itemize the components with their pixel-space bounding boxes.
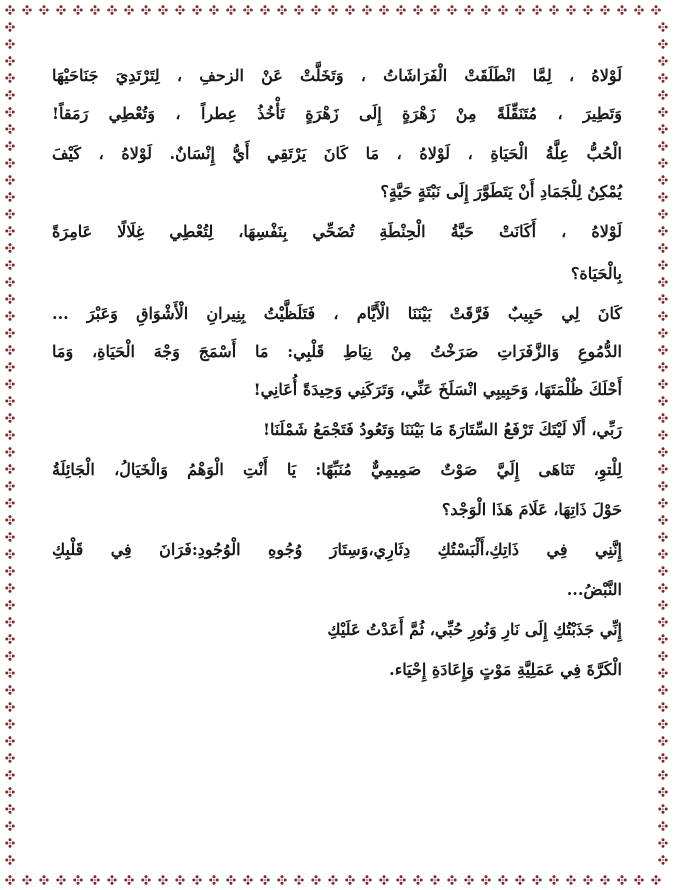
text-line-7: كَانَ لِي حَبِيبٌ فَرَّقَتْ بَيْنَنَا الْأَيَّام ، فَتَلَظَّيْتُ بِنِيرانِ الْأَشْوَاقِ وَعَبْرَ ...	[52, 304, 622, 323]
border-ornament	[658, 22, 667, 31]
border-ornament	[5, 651, 14, 660]
border-ornament	[328, 5, 337, 14]
border-ornament	[658, 600, 667, 609]
border-ornament	[5, 532, 14, 541]
border-ornament	[658, 107, 667, 116]
border-ornament	[464, 5, 473, 14]
border-ornament	[658, 753, 667, 762]
border-ornament	[549, 5, 558, 14]
border-ornament	[22, 875, 31, 884]
border-ornament	[5, 685, 14, 694]
border-ornament	[56, 875, 65, 884]
border-ornament	[5, 73, 14, 82]
border-ornament	[5, 243, 14, 252]
border-ornament	[532, 5, 541, 14]
border-ornament	[5, 413, 14, 422]
border-ornament	[5, 583, 14, 592]
border-ornament	[5, 617, 14, 626]
border-ornament	[5, 311, 14, 320]
border-ornament	[362, 875, 371, 884]
border-ornament	[481, 875, 490, 884]
border-ornament	[5, 566, 14, 575]
border-ornament	[5, 294, 14, 303]
border-ornament	[658, 617, 667, 626]
text-line-2: وَتَطِيرَ ، مُتَنَقِّلَةً مِنْ زَهْرَةٍ إِلَى زَهْرَةٍ تَأْخُذُ عِطراً ، وَتُعْطِي رَمَقاً!	[52, 104, 623, 123]
border-ornament	[192, 875, 201, 884]
border-ornament	[658, 651, 667, 660]
border-ornament	[658, 345, 667, 354]
border-ornament	[56, 5, 65, 14]
border-ornament	[413, 875, 422, 884]
border-ornament	[5, 736, 14, 745]
border-ornament	[5, 821, 14, 830]
border-ornament	[658, 175, 667, 184]
border-ornament	[396, 5, 405, 14]
border-ornament	[447, 875, 456, 884]
border-ornament	[124, 5, 133, 14]
border-ornament	[5, 158, 14, 167]
border-ornament	[345, 5, 354, 14]
border-ornament	[464, 875, 473, 884]
border-ornament	[515, 875, 524, 884]
border-ornament	[658, 821, 667, 830]
border-ornament	[515, 5, 524, 14]
border-ornament	[658, 192, 667, 201]
border-ornament	[651, 875, 660, 884]
text-line-13: إِنَّنِي فِي ذَاتِكِ،أَلْبَسْتُكِ دِثَارِي،وَسِتَارَ وُجُوهِ الْوُجُودِ:فَرَانَ فِي قَلْبِكِ	[52, 540, 622, 559]
border-ornament	[498, 5, 507, 14]
border-ornament	[658, 583, 667, 592]
border-ornament	[658, 124, 667, 133]
border-ornament	[658, 226, 667, 235]
border-ornament	[5, 124, 14, 133]
border-ornament	[107, 5, 116, 14]
border-ornament	[617, 5, 626, 14]
border-ornament	[5, 56, 14, 65]
border-ornament	[658, 362, 667, 371]
border-ornament	[5, 770, 14, 779]
text-line-8: الدُّمُوعِ وَالزَّفَرَاتِ صَرَخْتُ مِنْ نِيَاطِ قَلْبِي: مَا أَسْمَجَ وَجْهَ الْحَيَاةِ، وَمَا	[52, 342, 622, 361]
border-ornament	[658, 379, 667, 388]
border-ornament	[5, 107, 14, 116]
border-ornament	[141, 875, 150, 884]
border-ornament	[658, 498, 667, 507]
border-ornament	[5, 481, 14, 490]
border-ornament	[658, 260, 667, 269]
border-ornament	[39, 875, 48, 884]
border-ornament	[22, 5, 31, 14]
text-line-5: لَوْلاهُ ، أَكَانَتْ حَبَّةُ الْحِنْطَةِ تُضَحِّي بِنَفْسِهَا، لِتُعْطِي غِلَالًا عَامِرَةً	[52, 222, 622, 241]
border-ornament	[5, 90, 14, 99]
border-ornament	[447, 5, 456, 14]
border-ornament	[651, 5, 660, 14]
border-ornament	[658, 328, 667, 337]
border-ornament	[549, 875, 558, 884]
border-ornament	[5, 362, 14, 371]
border-ornament	[294, 875, 303, 884]
border-ornament	[311, 875, 320, 884]
border-ornament	[141, 5, 150, 14]
border-ornament	[192, 5, 201, 14]
text-line-6: بِالْحَيَاة؟	[570, 264, 622, 283]
border-ornament	[5, 209, 14, 218]
border-ornament	[294, 5, 303, 14]
text-line-11: لِلْتوِ، تَنَاهَى إِلَيَّ صَوْتٌ صَمِيمِيٌّ مُنَبِّهًا: يَا أَنْتِ الْوَهْمُ وَالْخَيَالُ، الْجَائِلَةُ	[52, 460, 622, 479]
text-line-16: الْكَرَّةَ فِي عَمَلِيَّةِ مَوْتٍ وَإِعَادَةِ إِحْيَاء.	[389, 660, 622, 679]
border-ornament	[658, 430, 667, 439]
text-line-4: يُمْكِنُ لِلْجَمَادِ أَنْ يَتَطَوَّرَ إِلَى نَبْتَةٍ حَيَّةٍ؟	[380, 182, 622, 201]
border-ornament	[5, 447, 14, 456]
border-ornament	[658, 787, 667, 796]
border-ornament	[658, 566, 667, 575]
border-ornament	[158, 875, 167, 884]
border-ornament	[90, 875, 99, 884]
border-ornament	[5, 5, 14, 14]
border-ornament	[124, 875, 133, 884]
border-ornament	[430, 875, 439, 884]
border-ornament	[311, 5, 320, 14]
text-line-14: النَّبْضُ...	[566, 580, 622, 599]
border-ornament	[39, 5, 48, 14]
border-ornament	[5, 260, 14, 269]
border-ornament	[260, 875, 269, 884]
border-ornament	[583, 5, 592, 14]
border-ornament	[498, 875, 507, 884]
border-ornament	[5, 39, 14, 48]
border-ornament	[73, 875, 82, 884]
border-ornament	[5, 175, 14, 184]
border-ornament	[634, 875, 643, 884]
border-ornament	[362, 5, 371, 14]
border-ornament	[658, 413, 667, 422]
border-ornament	[175, 875, 184, 884]
border-ornament	[430, 5, 439, 14]
border-ornament	[413, 5, 422, 14]
text-line-15: إِنِّي جَذَبْتُكِ إِلَى نَارِ وَنُورِ حُبِّي، ثُمَّ أَعَدْتُ عَلَيْكِ	[327, 620, 622, 639]
border-ornament	[379, 5, 388, 14]
text-line-10: رَبِّي، أَلَا لَيْتَكَ تَرْفَعُ السِّتَارَةَ مَا بَيْنَنَا وَتَعُودُ فَتَجْمَعُ شَمْلَنَا!	[262, 420, 622, 439]
border-ornament	[658, 702, 667, 711]
border-ornament	[5, 277, 14, 286]
border-ornament	[5, 379, 14, 388]
border-ornament	[5, 787, 14, 796]
border-ornament	[658, 736, 667, 745]
border-ornament	[5, 430, 14, 439]
border-ornament	[5, 22, 14, 31]
border-ornament	[658, 685, 667, 694]
border-ornament	[566, 875, 575, 884]
border-ornament	[5, 600, 14, 609]
border-ornament	[260, 5, 269, 14]
border-ornament	[658, 39, 667, 48]
border-ornament	[532, 875, 541, 884]
border-ornament	[5, 838, 14, 847]
border-ornament	[583, 875, 592, 884]
border-ornament	[5, 396, 14, 405]
border-ornament	[90, 5, 99, 14]
border-ornament	[379, 875, 388, 884]
text-line-3: الْحُبُّ عِلَّةُ الْحَيَاةِ ، لَوْلاهُ ، مَا كَانَ يَرْتَقِي أَيُّ إِنْسَانٌ. لَوْلاهُ ، كَيْفَ	[52, 144, 622, 163]
border-ornament	[5, 464, 14, 473]
border-ornament	[5, 141, 14, 150]
border-ornament	[658, 158, 667, 167]
border-ornament	[481, 5, 490, 14]
border-ornament	[5, 226, 14, 235]
border-ornament	[600, 5, 609, 14]
border-ornament	[658, 294, 667, 303]
border-ornament	[658, 73, 667, 82]
border-ornament	[226, 5, 235, 14]
border-ornament	[243, 5, 252, 14]
text-line-1: لَوْلاهُ ، لِمَّا انْطَلَقَتْ الْفَرَاشَاتُ ، وَتَخَلَّتْ عَنْ الزحفِ ، لِتَرْتَدِيَ جَنَاحَيْهَا	[52, 66, 622, 85]
border-ornament	[243, 875, 252, 884]
border-ornament	[5, 345, 14, 354]
border-ornament	[5, 702, 14, 711]
border-ornament	[658, 804, 667, 813]
border-ornament	[658, 396, 667, 405]
border-ornament	[658, 90, 667, 99]
text-line-9: أَحْلَكَ ظُلْمَتَهَا، وَحَبِيبِي انْسَلَخَ عَنِّي، وَتَرَكَنِي وَحِيدَةً أُعَانِي!	[253, 380, 622, 399]
border-ornament	[600, 875, 609, 884]
border-ornament	[345, 875, 354, 884]
border-ornament	[658, 855, 667, 864]
border-ornament	[209, 5, 218, 14]
border-ornament	[658, 447, 667, 456]
border-ornament	[73, 5, 82, 14]
border-ornament	[658, 668, 667, 677]
border-ornament	[658, 838, 667, 847]
border-ornament	[5, 498, 14, 507]
border-ornament	[658, 770, 667, 779]
border-ornament	[5, 855, 14, 864]
border-ornament	[5, 328, 14, 337]
border-ornament	[658, 209, 667, 218]
border-ornament	[277, 5, 286, 14]
border-ornament	[5, 668, 14, 677]
border-ornament	[658, 311, 667, 320]
border-ornament	[5, 192, 14, 201]
border-ornament	[158, 5, 167, 14]
border-ornament	[328, 875, 337, 884]
border-ornament	[658, 532, 667, 541]
border-ornament	[277, 875, 286, 884]
border-ornament	[175, 5, 184, 14]
border-ornament	[658, 549, 667, 558]
border-ornament	[658, 464, 667, 473]
border-ornament	[634, 5, 643, 14]
border-ornament	[107, 875, 116, 884]
text-line-12: حَوْلَ ذَاتِهَا، عَلَامَ هَذَا الْوَجْد؟	[441, 500, 622, 519]
border-ornament	[5, 549, 14, 558]
border-ornament	[5, 875, 14, 884]
border-ornament	[658, 719, 667, 728]
border-ornament	[617, 875, 626, 884]
border-ornament	[5, 719, 14, 728]
border-ornament	[658, 515, 667, 524]
border-ornament	[5, 634, 14, 643]
border-ornament	[226, 875, 235, 884]
border-ornament	[658, 634, 667, 643]
border-ornament	[658, 56, 667, 65]
border-ornament	[209, 875, 218, 884]
border-ornament	[5, 753, 14, 762]
border-ornament	[658, 141, 667, 150]
border-ornament	[566, 5, 575, 14]
border-ornament	[396, 875, 405, 884]
border-ornament	[658, 243, 667, 252]
border-ornament	[5, 804, 14, 813]
border-ornament	[658, 277, 667, 286]
border-ornament	[658, 481, 667, 490]
border-ornament	[5, 515, 14, 524]
